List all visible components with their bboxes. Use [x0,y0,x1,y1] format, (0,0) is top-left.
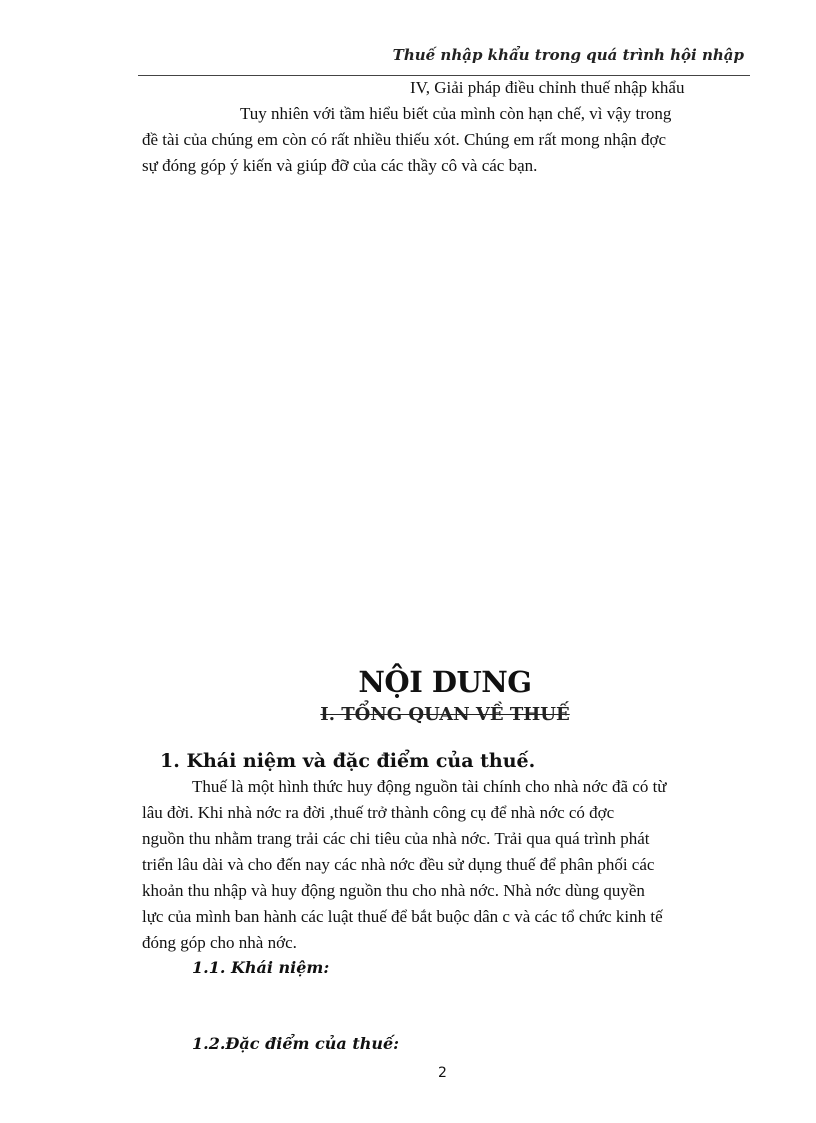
page-number: 2 [438,1065,447,1081]
section-title: 1. Khái niệm và đặc điểm của thuế. [160,750,536,772]
body-line: Thuế là một hình thức huy động nguồn tài chính cho nhà nớc đã có từ [192,777,667,796]
subsection-1-2-heading: 1.2.Đặc điểm của thuế: [192,1034,400,1053]
intro-line: đề tài của chúng em còn có rất nhiều thiếu xót. Chúng em rất mong nhận đợc [142,130,667,149]
body-line: triển lâu dài và cho đến nay các nhà nớc đều sử dụng thuế để phân phối các [142,855,655,874]
intro-line: sự đóng góp ý kiến và giúp đỡ của các thầy cô và các bạn. [142,156,538,175]
body-line: nguồn thu nhằm trang trải các chi tiêu của nhà nớc. Trải qua quá trình phát [142,829,650,848]
body-line: lực của mình ban hành các luật thuế để bắt buộc dân c và các tổ chức kinh tế [142,907,663,926]
body-paragraph [142,774,748,956]
intro-line: IV, Giải pháp điều chỉnh thuế nhập khẩu [410,78,685,97]
body-line: lâu đời. Khi nhà nớc ra đời ,thuế trở thành công cụ để nhà nớc có đợc [142,803,615,822]
chapter-heading: I. TỔNG QUAN VỀ THUẾ [320,704,570,725]
main-heading: NỘI DUNG [358,665,532,699]
intro-paragraph [142,75,748,179]
subsection-1-1-heading: 1.1. Khái niệm: [192,958,330,977]
intro-line: Tuy nhiên với tầm hiểu biết của mình còn hạn chế, vì vậy trong [240,104,672,123]
running-header-title: Thuế nhập khẩu trong quá trình hội nhập [392,46,744,64]
body-line: khoản thu nhập và huy động nguồn thu cho nhà nớc. Nhà nớc dùng quyền [142,881,645,900]
body-line: đóng góp cho nhà nớc. [142,933,297,952]
